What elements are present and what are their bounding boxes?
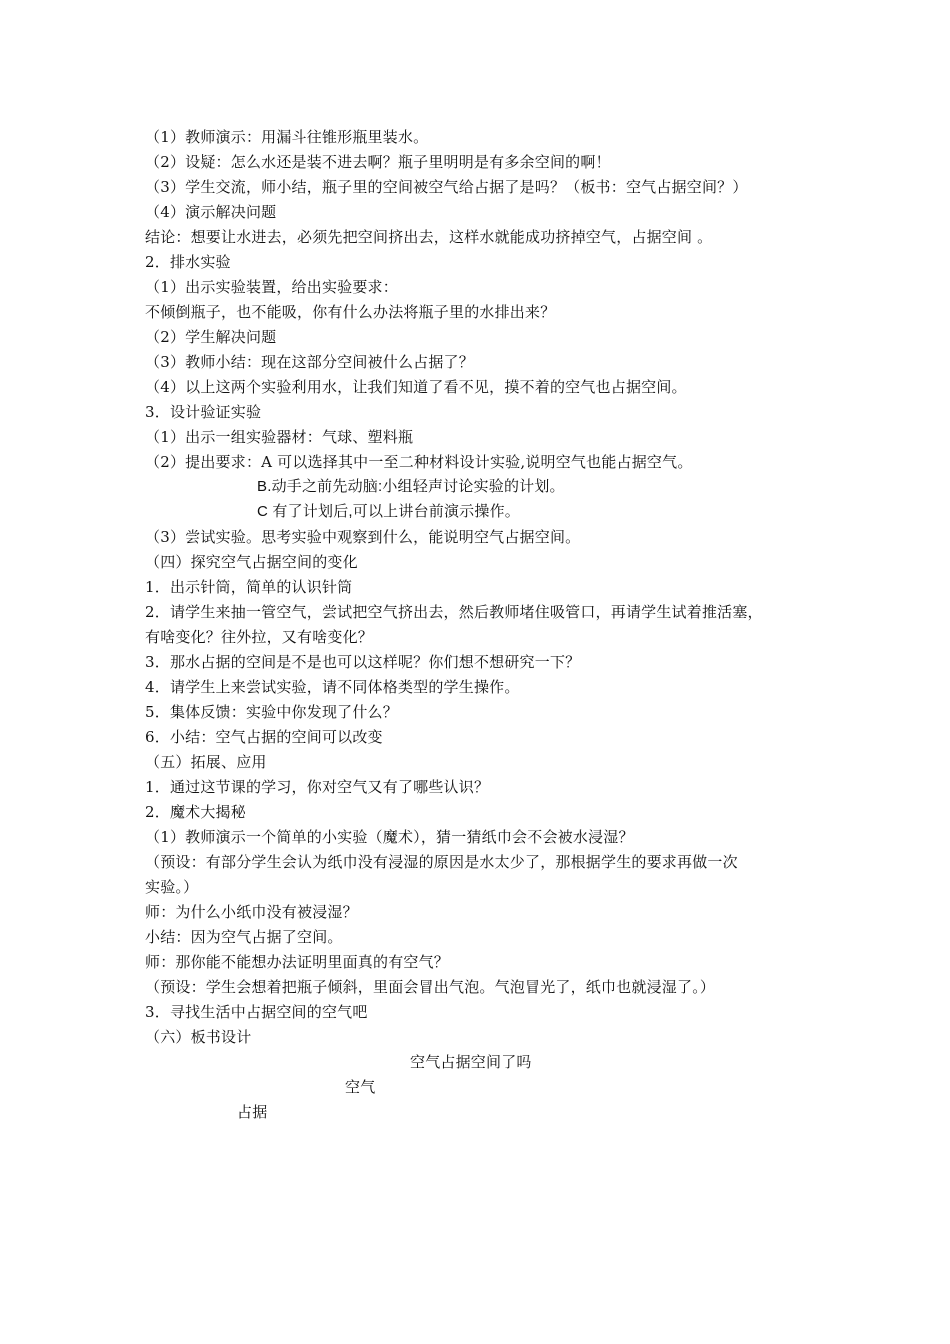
text-line: 结论：想要让水进去，必须先把空间挤出去，这样水就能成功挤掉空气，占据空间 。 <box>145 228 713 246</box>
text-line: （3）尝试实验。思考实验中观察到什么，能说明空气占据空间。 <box>145 528 581 546</box>
text-line: （2）设疑：怎么水还是装不进去啊？瓶子里明明是有多余空间的啊！ <box>145 153 611 171</box>
text-line: （1）出示一组实验器材：气球、塑料瓶 <box>145 428 414 446</box>
text-line: 不倾倒瓶子，也不能吸，你有什么办法将瓶子里的水排出来？ <box>145 303 556 321</box>
text-line: C 有了计划后,可以上讲台前演示操作。 <box>257 503 520 520</box>
text-line: （4）以上这两个实验利用水，让我们知道了看不见，摸不着的空气也占据空间。 <box>145 378 687 396</box>
text-line: 小结：因为空气占据了空间。 <box>145 928 343 946</box>
text-line: （预设：学生会想着把瓶子倾斜，里面会冒出气泡。气泡冒光了，纸巾也就浸湿了。） <box>145 978 716 996</box>
board-item: 空气 <box>345 1078 376 1096</box>
text-line: 师：为什么小纸巾没有被浸湿？ <box>145 903 358 921</box>
text-line: （2）学生解决问题 <box>145 328 277 346</box>
text-line: （预设：有部分学生会认为纸巾没有浸湿的原因是水太少了，那根据学生的要求再做一次 <box>145 853 738 871</box>
board-title: 空气占据空间了吗 <box>410 1053 532 1071</box>
text-line: 有啥变化？往外拉，又有啥变化？ <box>145 628 374 646</box>
text-line: （3）学生交流，师小结，瓶子里的空间被空气给占据了是吗？（板书：空气占据空间？） <box>145 178 748 196</box>
text-line: 师：那你能不能想办法证明里面真的有空气？ <box>145 953 450 971</box>
text-line: 2．魔术大揭秘 <box>145 803 246 821</box>
text-line: （3）教师小结：现在这部分空间被什么占据了？ <box>145 353 474 371</box>
text-line: 1．出示针筒，简单的认识针筒 <box>145 578 353 596</box>
text-line: 1．通过这节课的学习，你对空气又有了哪些认识？ <box>145 778 490 796</box>
section-heading: （六）板书设计 <box>145 1028 252 1046</box>
section-heading: （五）拓展、应用 <box>145 753 267 771</box>
text-line: 6．小结：空气占据的空间可以改变 <box>145 728 383 746</box>
text-line: 2．请学生来抽一管空气，尝试把空气挤出去，然后教师堵住吸管口，再请学生试着推活塞， <box>145 603 763 621</box>
text-line: 4．请学生上来尝试实验，请不同体格类型的学生操作。 <box>145 678 520 696</box>
text-line: B.动手之前先动脑:小组轻声讨论实验的计划。 <box>257 478 565 495</box>
section-heading: 3．设计验证实验 <box>145 403 262 421</box>
text-line: 5．集体反馈：实验中你发现了什么？ <box>145 703 398 721</box>
text-line: （2）提出要求：A 可以选择其中一至二种材料设计实验,说明空气也能占据空气。 <box>145 453 693 471</box>
text-line: （1）教师演示一个简单的小实验（魔术），猜一猜纸巾会不会被水浸湿？ <box>145 828 634 846</box>
text-line: （1）教师演示：用漏斗往锥形瓶里装水。 <box>145 128 429 146</box>
text-line: 3．那水占据的空间是不是也可以这样呢？你们想不想研究一下？ <box>145 653 581 671</box>
section-heading: 2．排水实验 <box>145 253 231 271</box>
board-item: 占据 <box>237 1103 268 1121</box>
text-line: 实验。） <box>145 878 199 896</box>
text-line: （4）演示解决问题 <box>145 203 277 221</box>
text-line: 3．寻找生活中占据空间的空气吧 <box>145 1003 368 1021</box>
text-line: （1）出示实验装置，给出实验要求： <box>145 278 398 296</box>
section-heading: （四）探究空气占据空间的变化 <box>145 553 358 571</box>
